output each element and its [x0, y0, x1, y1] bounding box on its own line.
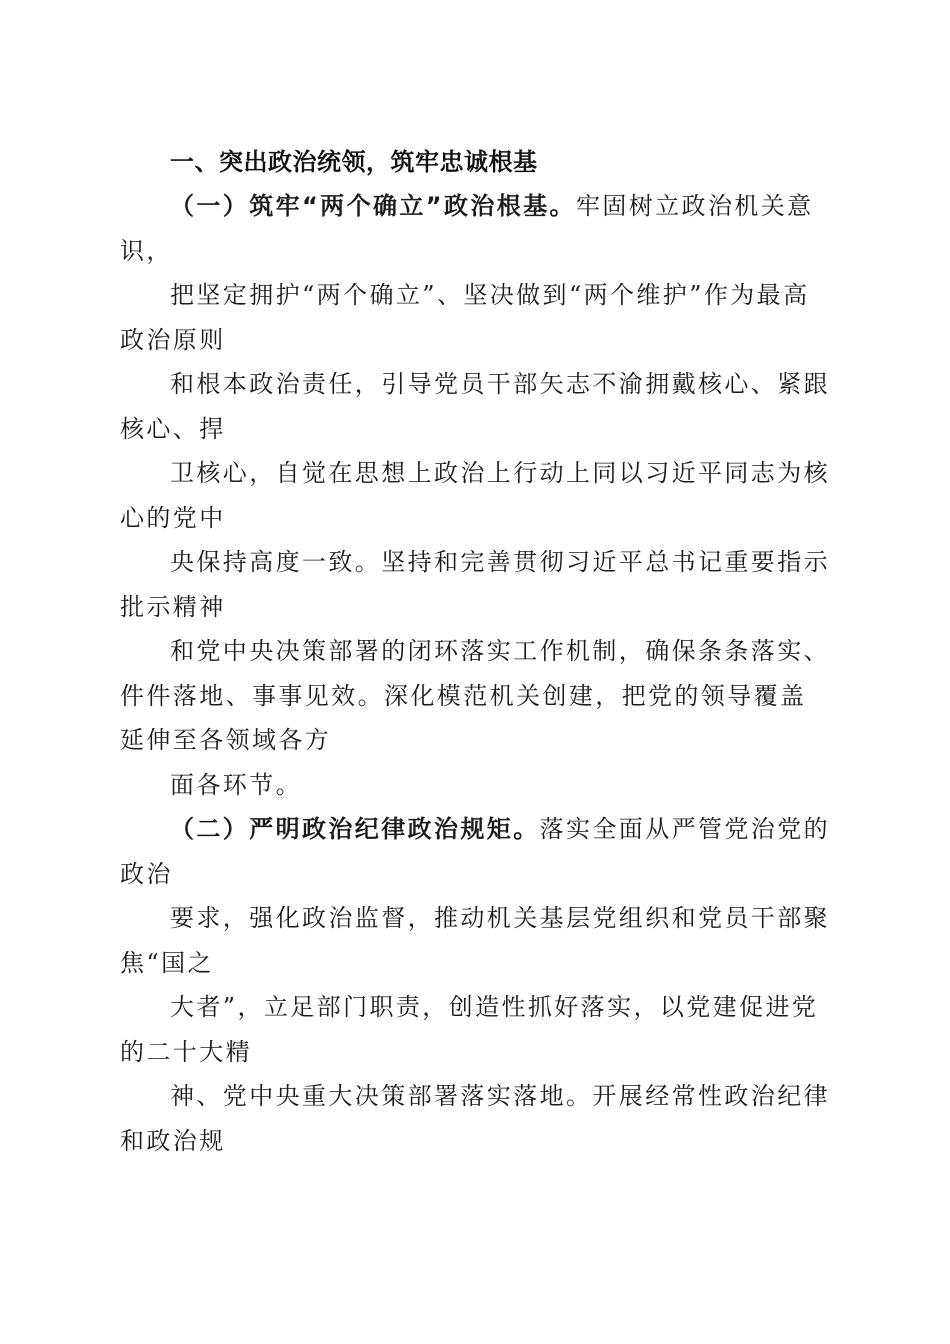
paragraph — [120, 451, 832, 540]
paragraph — [120, 184, 832, 273]
paragraph-text: 牢固树立政治机关意识， — [120, 192, 814, 265]
paragraph-text: 落实全面从严管党治党的政治 — [120, 815, 831, 888]
section-heading: 一、突出政治统领，筑牢忠诚根基 — [170, 148, 538, 176]
subsection-heading: （一）筑牢“两个确立”政治根基。 — [170, 192, 576, 220]
paragraph — [120, 807, 832, 896]
paragraph-text: 央保持高度一致。坚持和完善贯彻习近平总书记重要指示批示精神 — [120, 548, 830, 621]
paragraph — [120, 1074, 832, 1163]
paragraph — [120, 362, 832, 451]
paragraph — [120, 896, 832, 985]
paragraph — [120, 763, 832, 808]
paragraph-text: 面各环节。 — [170, 770, 302, 799]
paragraph-text: 把坚定拥护“两个确立”、坚决做到“两个维护”作为最高政治原则 — [120, 281, 810, 354]
paragraph-text: 卫核心，自觉在思想上政治上行动上同以习近平同志为核心的党中 — [120, 459, 830, 532]
paragraph — [120, 985, 832, 1074]
paragraph-text: 神、党中央重大决策部署落实落地。开展经常性政治纪律和政治规 — [120, 1082, 830, 1155]
paragraph-text: 大者”，立足部门职责，创造性抓好落实，以党建促进党的二十大精 — [120, 993, 819, 1066]
document-body — [120, 184, 832, 1163]
paragraph — [120, 273, 832, 362]
paragraph-text: 和党中央决策部署的闭环落实工作机制，确保条条落实、件件落地、事事见效。深化模范机关创建，把党的领导覆盖延伸至各领域各方 — [120, 637, 830, 754]
paragraph-text: 要求，强化政治监督，推动机关基层党组织和党员干部聚焦“国之 — [120, 904, 830, 977]
paragraph-text: 和根本政治责任，引导党员干部矢志不渝拥戴核心、紧跟核心、捍 — [120, 370, 830, 443]
subsection-heading: （二）严明政治纪律政治规矩。 — [170, 815, 540, 843]
paragraph — [120, 540, 832, 629]
paragraph — [120, 629, 832, 763]
